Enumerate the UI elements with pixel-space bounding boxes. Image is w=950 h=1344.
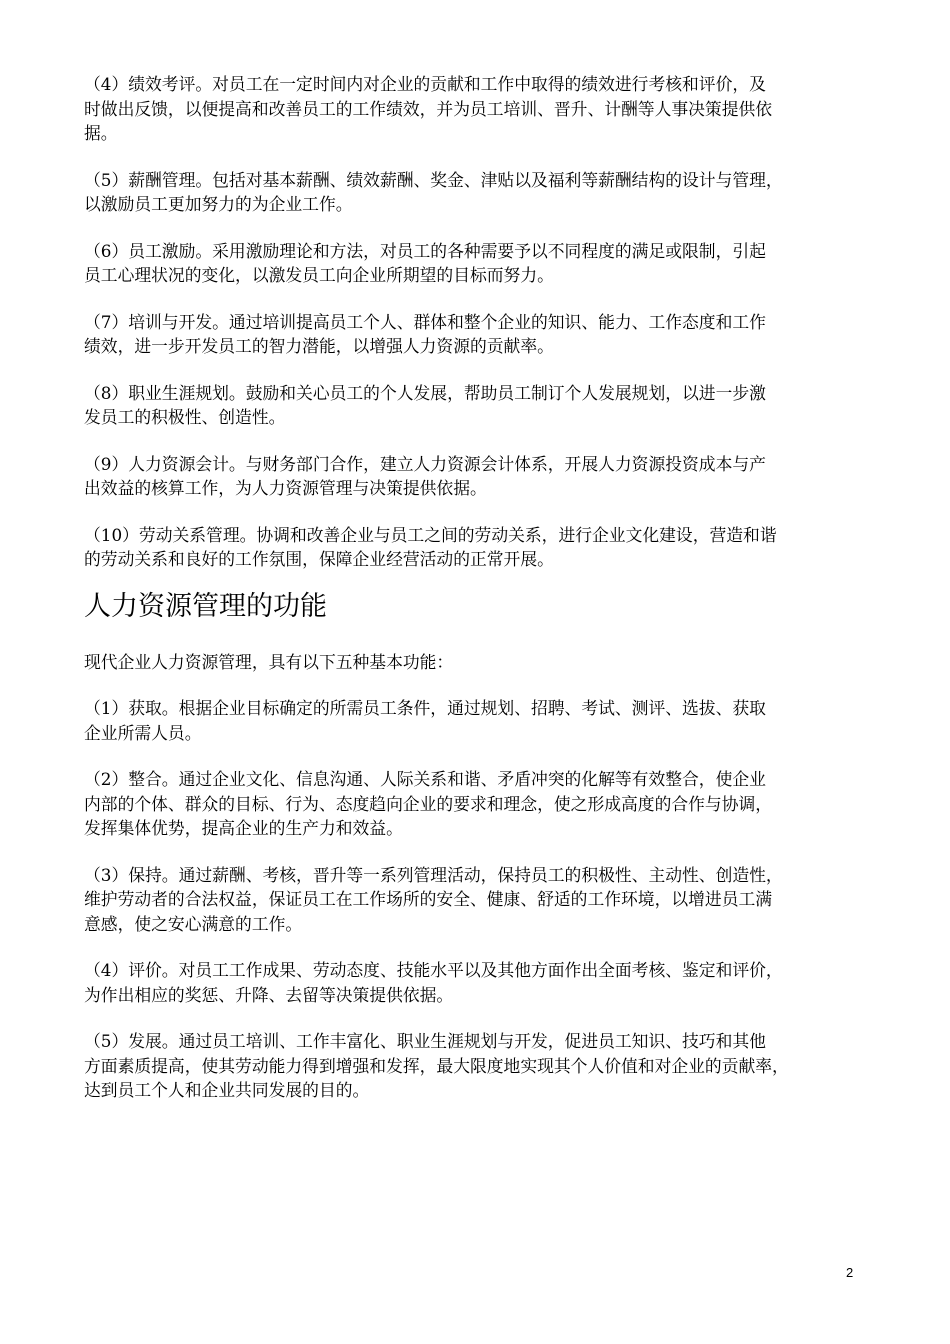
paragraph-evaluation — [84, 958, 879, 1007]
paragraph-hr-accounting — [84, 452, 879, 501]
paragraph-line: 的劳动关系和良好的工作氛围，保障企业经营活动的正常开展。 — [84, 549, 554, 569]
paragraph-intro — [84, 650, 879, 675]
paragraph-line: 绩效，进一步开发员工的智力潜能，以增强人力资源的贡献率。 — [84, 336, 554, 356]
paragraph-line: 员工心理状况的变化，以激发员工向企业所期望的目标而努力。 — [84, 265, 554, 285]
paragraph-line: 时做出反馈，以便提高和改善员工的工作绩效，并为员工培训、晋升、计酬等人事决策提供依 — [84, 98, 773, 119]
paragraph-performance-appraisal — [84, 72, 879, 146]
paragraph-line: （5）发展。通过员工培训、工作丰富化、职业生涯规划与开发，促进员工知识、技巧和其他 — [84, 1031, 766, 1051]
paragraph-line: （6）员工激励。采用激励理论和方法，对员工的各种需要予以不同程度的满足或限制，引起 — [84, 240, 766, 261]
paragraph-line: （5）薪酬管理。包括对基本薪酬、绩效薪酬、奖金、津贴以及福利等薪酬结构的设计与管理， — [84, 169, 783, 190]
paragraph-group-top — [84, 72, 879, 572]
paragraph-career-planning — [84, 381, 879, 430]
paragraph-line: （4）评价。对员工工作成果、劳动态度、技能水平以及其他方面作出全面考核、鉴定和评价， — [84, 960, 783, 980]
paragraph-line: 出效益的核算工作，为人力资源管理与决策提供依据。 — [84, 478, 487, 498]
document-body — [84, 72, 879, 1125]
paragraph-line: （10）劳动关系管理。协调和改善企业与员工之间的劳动关系，进行企业文化建设，营造和谐 — [84, 524, 777, 545]
paragraph-line: 发挥集体优势，提高企业的生产力和效益。 — [84, 818, 403, 838]
paragraph-line: （2）整合。通过企业文化、信息沟通、人际关系和谐、矛盾冲突的化解等有效整合，使企业 — [84, 769, 766, 789]
paragraph-training — [84, 310, 879, 359]
paragraph-labor-relations — [84, 523, 879, 572]
paragraph-line: 发员工的积极性、创造性。 — [84, 407, 286, 427]
paragraph-line: （7）培训与开发。通过培训提高员工个人、群体和整个企业的知识、能力、工作态度和工作 — [84, 311, 766, 332]
paragraph-line: （8）职业生涯规划。鼓励和关心员工的个人发展，帮助员工制订个人发展规划，以进一步激 — [84, 382, 766, 403]
paragraph-line: （9）人力资源会计。与财务部门合作，建立人力资源会计体系，开展人力资源投资成本与产 — [84, 453, 766, 474]
page-number: 2 — [846, 1265, 854, 1280]
paragraph-line: 以激励员工更加努力的为企业工作。 — [84, 194, 353, 214]
paragraph-retention — [84, 863, 879, 937]
paragraph-line: 达到员工个人和企业共同发展的目的。 — [84, 1080, 370, 1100]
paragraph-line: 据。 — [84, 123, 118, 143]
paragraph-acquisition — [84, 696, 879, 745]
paragraph-compensation — [84, 168, 879, 217]
paragraph-line: 意感，使之安心满意的工作。 — [84, 913, 303, 934]
paragraph-line: 方面素质提高，使其劳动能力得到增强和发挥，最大限度地实现其个人价值和对企业的贡献率， — [84, 1055, 789, 1076]
paragraph-line: 企业所需人员。 — [84, 722, 202, 743]
paragraph-line: 现代企业人力资源管理，具有以下五种基本功能： — [84, 651, 454, 672]
paragraph-line: （3）保持。通过薪酬、考核，晋升等一系列管理活动，保持员工的积极性、主动性、创造性， — [84, 864, 783, 885]
paragraph-integration — [84, 767, 879, 841]
paragraph-line: （1）获取。根据企业目标确定的所需员工条件，通过规划、招聘、考试、测评、选拔、获取 — [84, 698, 766, 718]
paragraph-group-bottom — [84, 650, 879, 1103]
paragraph-motivation — [84, 239, 879, 288]
paragraph-line: 内部的个体、群众的目标、行为、态度趋向企业的要求和理念，使之形成高度的合作与协调， — [84, 793, 773, 814]
section-heading: 人力资源管理的功能 — [84, 590, 327, 622]
paragraph-line: 维护劳动者的合法权益，保证员工在工作场所的安全、健康、舒适的工作环境，以增进员工满 — [84, 889, 773, 909]
paragraph-line: 为作出相应的奖惩、升降、去留等决策提供依据。 — [84, 984, 454, 1005]
paragraph-development — [84, 1029, 879, 1103]
paragraph-line: （4）绩效考评。对员工在一定时间内对企业的贡献和工作中取得的绩效进行考核和评价，及 — [84, 74, 766, 94]
